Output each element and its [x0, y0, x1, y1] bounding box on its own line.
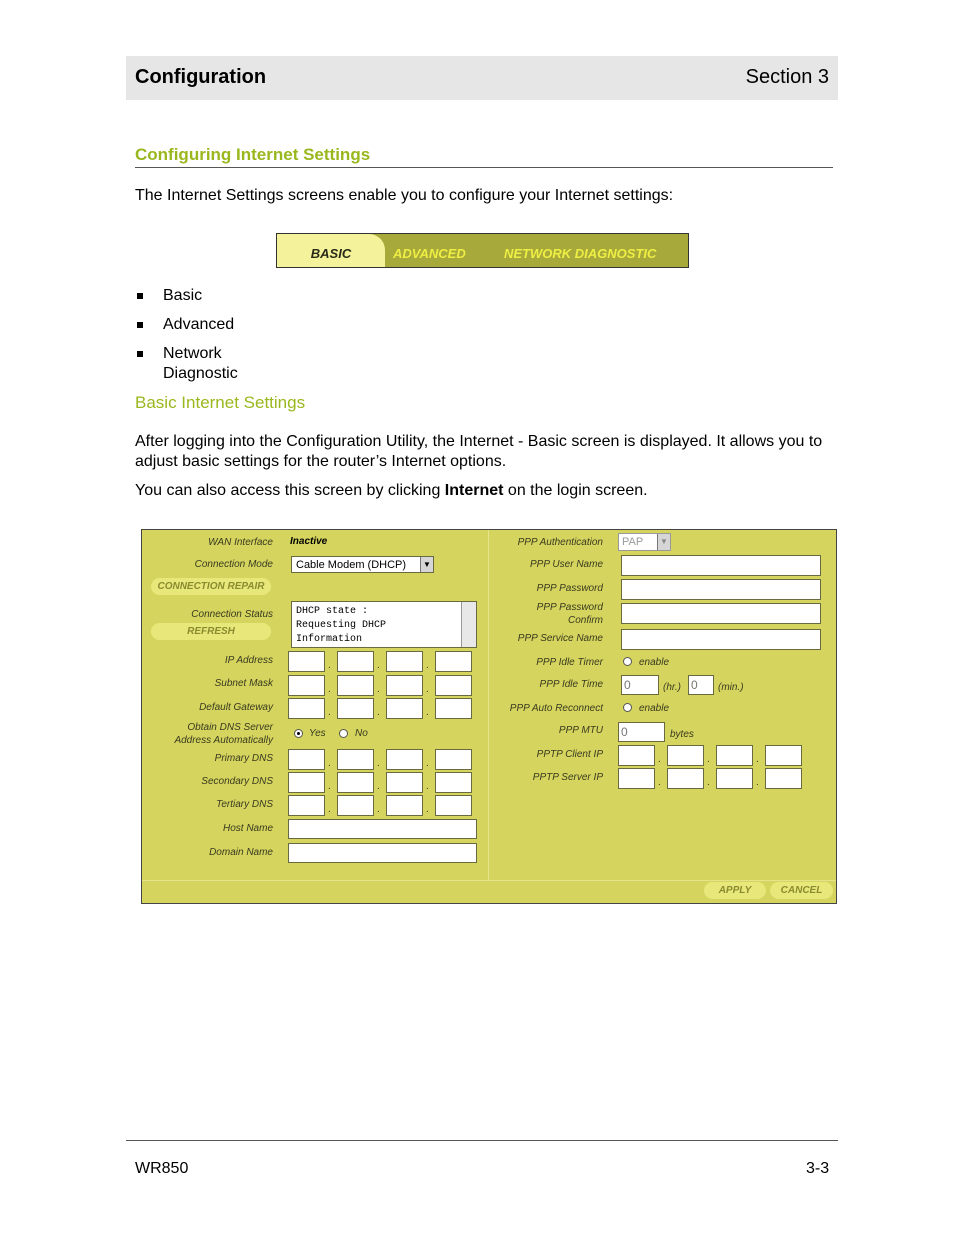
primary-dns-octet-input[interactable] [435, 749, 472, 770]
ip-address-octet-input[interactable] [337, 651, 374, 672]
secondary-dns-octet-input[interactable] [435, 772, 472, 793]
page-header [126, 56, 838, 100]
octet-separator: . [658, 777, 661, 788]
section-heading: Configuring Internet Settings [135, 145, 371, 164]
pptp-server-ip-octet-input[interactable] [667, 768, 704, 789]
header-section: Section 3 [745, 66, 829, 88]
pptp-client-ip-octet-input[interactable] [765, 745, 802, 766]
octet-separator: . [377, 758, 380, 769]
ppp-mtu-input[interactable]: 0 [618, 722, 665, 742]
ppp-idle-timer-label: PPP Idle Timer [536, 657, 603, 668]
octet-separator: . [328, 804, 331, 815]
octet-separator: . [426, 804, 429, 815]
dns-auto-label: Obtain DNS Server [187, 722, 273, 733]
ppp-password-confirm-label: PPP Password [536, 602, 603, 613]
subnet-mask-label: Subnet Mask [214, 678, 273, 689]
default-gateway-octet-input[interactable] [288, 698, 325, 719]
ip-address-octet-input[interactable] [386, 651, 423, 672]
heading-rule [135, 167, 833, 168]
octet-separator: . [328, 707, 331, 718]
pptp-client-ip-octet-input[interactable] [667, 745, 704, 766]
connection-mode-select[interactable]: Cable Modem (DHCP) ▼ [291, 556, 434, 573]
idle-timer-enable-checkbox[interactable] [623, 657, 632, 666]
connection-status-box[interactable]: DHCP state : Requesting DHCP Information [291, 601, 477, 648]
hr-unit-label: (hr.) [663, 682, 681, 693]
ppp-password-confirm-label: Confirm [567, 615, 603, 626]
tab-advanced[interactable]: ADVANCED [393, 246, 466, 261]
footer-rule [126, 1140, 838, 1141]
subnet-mask-octet-input[interactable] [288, 675, 325, 696]
subnet-mask-octet-input[interactable] [386, 675, 423, 696]
idle-minutes-input[interactable]: 0 [688, 675, 714, 695]
primary-dns-octet-input[interactable] [288, 749, 325, 770]
secondary-dns-label: Secondary DNS [201, 776, 273, 787]
dns-auto-label: Address Automatically [174, 735, 273, 746]
default-gateway-octet-input[interactable] [337, 698, 374, 719]
octet-separator: . [707, 777, 710, 788]
ppp-auto-reconnect-label: PPP Auto Reconnect [509, 703, 603, 714]
ip-address-octet-input[interactable] [288, 651, 325, 672]
host-name-input[interactable] [288, 819, 477, 839]
dns-auto-no-radio[interactable] [339, 729, 348, 738]
ppp-service-name-input[interactable] [621, 629, 821, 650]
ppp-mtu-label: PPP MTU [558, 725, 603, 736]
pptp-server-ip-octet-input[interactable] [765, 768, 802, 789]
wan-status-value: Inactive [290, 536, 328, 547]
connection-mode-label: Connection Mode [194, 559, 273, 570]
pptp-server-ip-label: PPTP Server IP [532, 772, 603, 783]
octet-separator: . [377, 707, 380, 718]
tab-basic[interactable]: BASIC [277, 234, 385, 267]
ppp-service-name-label: PPP Service Name [517, 633, 603, 644]
connection-repair-button[interactable]: CONNECTION REPAIR [151, 578, 271, 595]
internet-basic-screenshot [141, 529, 837, 904]
dns-auto-yes-radio[interactable] [294, 729, 303, 738]
octet-separator: . [426, 660, 429, 671]
octet-separator: . [328, 660, 331, 671]
intro-text: The Internet Settings screens enable you to configure your Internet settings: [135, 187, 674, 204]
octet-separator: . [756, 777, 759, 788]
octet-separator: . [377, 781, 380, 792]
octet-separator: . [328, 758, 331, 769]
footer-page-number: 3-3 [806, 1160, 830, 1177]
tertiary-dns-octet-input[interactable] [288, 795, 325, 816]
cancel-button[interactable]: CANCEL [770, 882, 833, 899]
tertiary-dns-label: Tertiary DNS [216, 799, 273, 810]
primary-dns-octet-input[interactable] [337, 749, 374, 770]
tertiary-dns-octet-input[interactable] [337, 795, 374, 816]
enable-label: enable [639, 703, 670, 714]
bytes-unit-label: bytes [670, 729, 694, 740]
pptp-client-ip-octet-input[interactable] [618, 745, 655, 766]
domain-name-label: Domain Name [209, 847, 273, 858]
secondary-dns-octet-input[interactable] [288, 772, 325, 793]
ppp-user-name-input[interactable] [621, 555, 821, 576]
octet-separator: . [426, 707, 429, 718]
auto-reconnect-enable-checkbox[interactable] [623, 703, 632, 712]
subnet-mask-octet-input[interactable] [337, 675, 374, 696]
apply-button[interactable]: APPLY [704, 882, 766, 899]
radio-label: No [355, 728, 368, 739]
idle-hours-input[interactable]: 0 [621, 675, 659, 695]
default-gateway-octet-input[interactable] [386, 698, 423, 719]
ip-address-label: IP Address [224, 655, 273, 666]
octet-separator: . [377, 660, 380, 671]
octet-separator: . [756, 754, 759, 765]
connection-status-label: Connection Status [191, 609, 273, 620]
ppp-authentication-select[interactable]: PAP ▼ [618, 533, 671, 551]
domain-name-input[interactable] [288, 843, 477, 863]
pptp-client-ip-label: PPTP Client IP [536, 749, 603, 760]
paragraph: After logging into the Configuration Utility, the Internet - Basic screen is displayed. It allows you to adjust basic settings for the router’s Internet options. [135, 433, 823, 470]
ppp-password-label: PPP Password [536, 583, 603, 594]
octet-separator: . [658, 754, 661, 765]
pptp-server-ip-octet-input[interactable] [618, 768, 655, 789]
octet-separator: . [426, 758, 429, 769]
ip-address-octet-input[interactable] [435, 651, 472, 672]
subsection-heading: Basic Internet Settings [135, 393, 306, 412]
pptp-client-ip-octet-input[interactable] [716, 745, 753, 766]
default-gateway-label: Default Gateway [199, 702, 273, 713]
tertiary-dns-octet-input[interactable] [435, 795, 472, 816]
chevron-down-icon: ▼ [420, 557, 433, 572]
refresh-button[interactable]: REFRESH [151, 623, 271, 640]
pptp-server-ip-octet-input[interactable] [716, 768, 753, 789]
paragraph: You can also access this screen by clicking Internet on the login screen. [135, 482, 648, 499]
enable-label: enable [639, 657, 670, 668]
radio-label: Yes [309, 728, 326, 739]
footer-model: WR850 [135, 1160, 189, 1177]
min-unit-label: (min.) [718, 682, 744, 693]
primary-dns-octet-input[interactable] [386, 749, 423, 770]
tab-strip [276, 233, 689, 268]
tab-network-diagnostic[interactable]: NETWORK DIAGNOSTIC [504, 246, 657, 261]
host-name-label: Host Name [222, 823, 273, 834]
ppp-password-confirm-input[interactable] [621, 603, 821, 624]
ppp-user-name-label: PPP User Name [530, 559, 603, 570]
octet-separator: . [328, 684, 331, 695]
secondary-dns-octet-input[interactable] [386, 772, 423, 793]
scrollbar[interactable] [461, 602, 476, 647]
octet-separator: . [328, 781, 331, 792]
default-gateway-octet-input[interactable] [435, 698, 472, 719]
ppp-authentication-label: PPP Authentication [517, 537, 603, 548]
octet-separator: . [377, 684, 380, 695]
tertiary-dns-octet-input[interactable] [386, 795, 423, 816]
secondary-dns-octet-input[interactable] [337, 772, 374, 793]
octet-separator: . [426, 781, 429, 792]
header-title: Configuration [135, 66, 267, 88]
octet-separator: . [707, 754, 710, 765]
ppp-password-input[interactable] [621, 579, 821, 600]
wan-interface-label: WAN Interface [208, 537, 273, 548]
subnet-mask-octet-input[interactable] [435, 675, 472, 696]
chevron-down-icon: ▼ [657, 534, 670, 550]
octet-separator: . [426, 684, 429, 695]
octet-separator: . [377, 804, 380, 815]
ppp-idle-time-label: PPP Idle Time [539, 679, 603, 690]
primary-dns-label: Primary DNS [214, 753, 273, 764]
